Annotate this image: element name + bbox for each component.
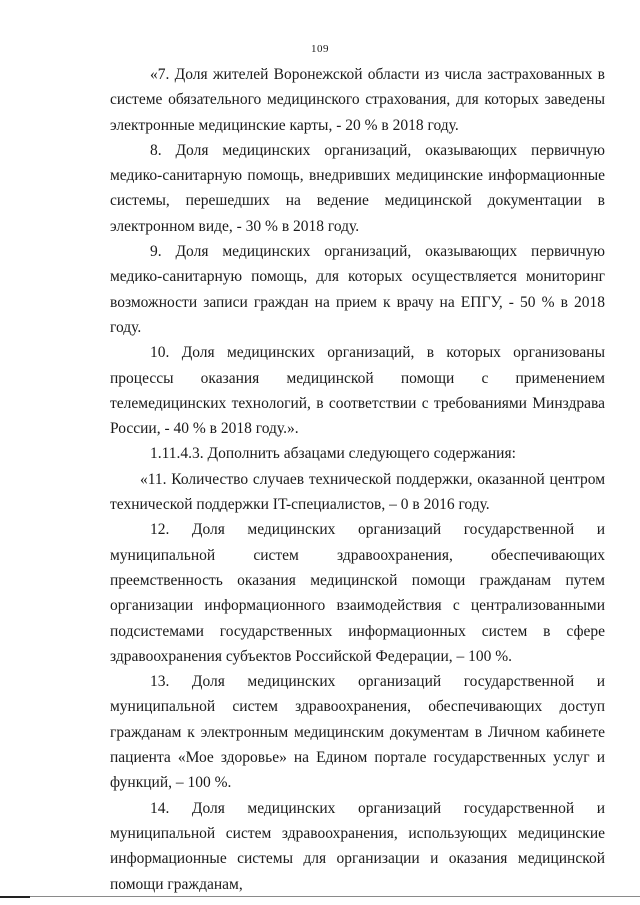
page-number: 109 (311, 43, 329, 55)
document-body (110, 62, 605, 897)
scan-bottom-edge (0, 896, 640, 897)
paragraph-item-14: 14. Доля медицинских организаций государственной и муниципальной систем здравоохранения, использующих медицинские информационные системы для организации и оказания медицинской помощи гражданам, (110, 799, 605, 893)
paragraph-item-7: «7. Доля жителей Воронежской области из числа застрахованных в системе обязательного медицинского страхования, для которых заведены электронные медицинские карты, - 20 % в 2018 году. (110, 66, 605, 134)
paragraph-item-10: 10. Доля медицинских организаций, в которых организованы процессы оказания медицинской помощи с применением телемедицинских технологий, в соответствии с требованиями Минздрава России, - 40 % в 2018 году.». (110, 344, 605, 438)
paragraph-item-13: 13. Доля медицинских организаций государственной и муниципальной систем здравоохранения, обеспечивающих доступ гражданам к электронным медицинским документам в Личном кабинете пациента «Мое здоровье» на Едином портале государственных услуг и функций, – 100 %. (110, 673, 605, 792)
paragraph-amendment-heading: 1.11.4.3. Дополнить абзацами следующего содержания: (150, 445, 516, 463)
paragraph-item-8: 8. Доля медицинских организаций, оказывающих первичную медико-санитарную помощь, внедривших медицинские информационные системы, перешедших на ведение медицинской документации в электронном виде, - 30 % в 2018 году. (110, 141, 605, 235)
scan-bottom-mark (0, 896, 30, 898)
paragraph-item-11: «11. Количество случаев технической поддержки, оказанной центром технической поддержки IT-специалистов, – 0 в 2016 году. (110, 470, 605, 514)
paragraph-item-12: 12. Доля медицинских организаций государственной и муниципальной систем здравоохранения, обеспечивающих преемственность оказания медицинской помощи гражданам путем организации информационного взаимодействия с централизованными подсистемами государственных информационных систем в сфере здравоохранения субъектов Российской Федерации, – 100 %. (110, 521, 605, 665)
paragraph-item-9: 9. Доля медицинских организаций, оказывающих первичную медико-санитарную помощь, для которых осуществляется мониторинг возможности записи граждан на прием к врачу на ЕПГУ, - 50 % в 2018 году. (110, 243, 605, 336)
